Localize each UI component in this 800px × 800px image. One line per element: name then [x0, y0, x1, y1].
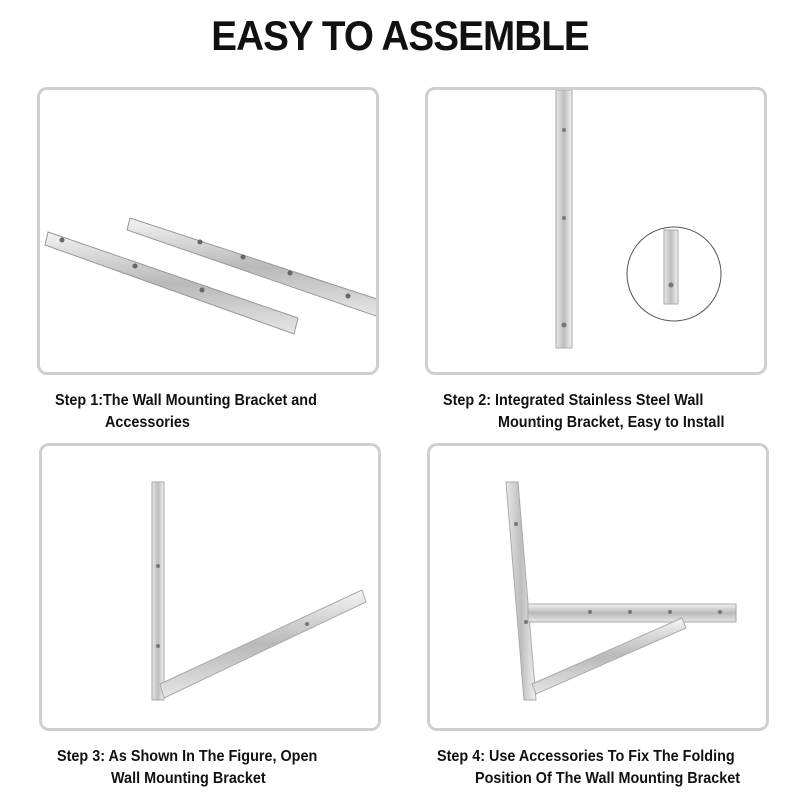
bracket-parts-illustration	[40, 90, 379, 375]
step-1-caption-line2: Accessories	[105, 414, 190, 431]
step-4-image	[427, 443, 769, 731]
step-3-caption-line2: Wall Mounting Bracket	[111, 770, 266, 787]
step-1-image	[37, 87, 379, 375]
bracket-fixed-illustration	[430, 446, 769, 731]
page-title: EASY TO ASSEMBLE	[211, 12, 589, 59]
bracket-folded-illustration	[428, 90, 767, 375]
step-2-caption-line1: Step 2: Integrated Stainless Steel Wall	[443, 392, 704, 409]
step-2-caption-line2: Mounting Bracket, Easy to Install	[498, 414, 725, 431]
bracket-open-illustration	[42, 446, 381, 731]
step-3-caption-line1: Step 3: As Shown In The Figure, Open	[57, 748, 318, 765]
step-1-caption-line1: Step 1:The Wall Mounting Bracket and	[55, 392, 317, 409]
step-4-caption-line1: Step 4: Use Accessories To Fix The Folding	[437, 748, 735, 765]
step-3-image	[39, 443, 381, 731]
step-4-caption-line2: Position Of The Wall Mounting Bracket	[475, 770, 741, 787]
step-2-image	[425, 87, 767, 375]
